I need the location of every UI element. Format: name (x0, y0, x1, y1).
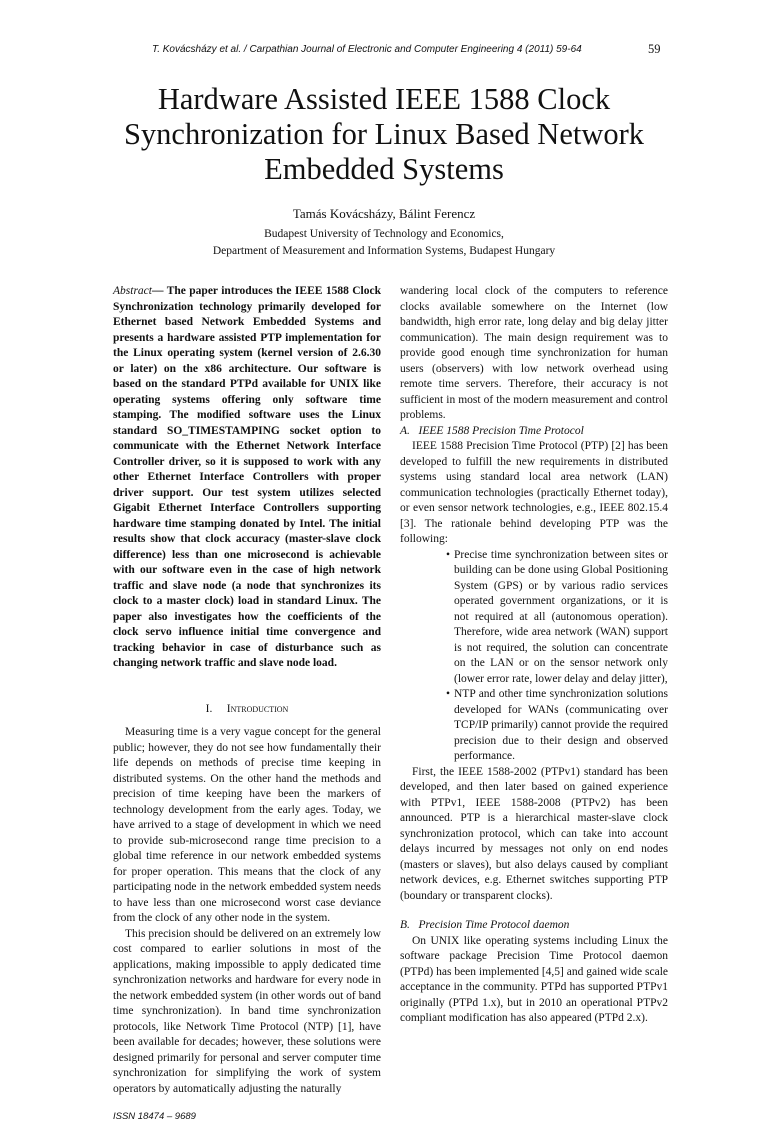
abstract-text: — The paper introduces the IEEE 1588 Clock Synchronization technology primarily developed for Ethernet based Network Embedded Systems and presents a hardware assisted PTP implementation for the Linux operating system (kernel version of 2.6.30 or later) on the x86 architecture. Our software is based on the standard PTPd available for UNIX like operating systems offering only software time stamping. The modified software uses the Linux standard SO_TIMESTAMPING socket option to communicate with the Ethernet Network Interface Controller driver, so it is supposed to work with any other Ethernet Interface Controllers with proper driver support. Our test system utilizes selected Gigabit Ethernet Interface Controllers supporting hardware time stamping donated by Intel. The initial results show that clock accuracy (master-slave clock difference) less than one microsecond is achievable with our software even in the case of high network traffic and slave node (a node that synchronizes its clock to a master clock) load in standard Linux. The paper also investigates how the coefficients of the clock servo influence initial time convergence and tracking behavior in case of disturbance such as changing network traffic and slave node load. (113, 285, 381, 669)
affiliation-line: Department of Measurement and Information Systems, Budapest Hungary (212, 245, 556, 257)
title-line: Hardware Assisted IEEE 1588 Clock (157, 82, 611, 116)
paragraph: On UNIX like operating systems including Linux the software package Precision Time Protocol daemon (PTPd) has been implemented [4,5] and gained wide scale acceptance in the community. PTPd has supported PTPv1 originally (PTPd 1.x), but in 2010 an operational PTPv2 compliant modification has also appeared (PTPd 2.x). (400, 934, 668, 1024)
section-heading-introduction (113, 702, 381, 718)
left-column (113, 284, 381, 1123)
abstract (113, 284, 381, 672)
section-number: I. (205, 702, 213, 715)
subsection-label: A. (400, 424, 410, 437)
subsection-label: B. (400, 919, 410, 931)
authors: Tamás Kovácsházy, Bálint Ferencz (292, 206, 476, 221)
section-title: Introduction (226, 702, 289, 715)
running-head: T. Kovácsházy et al. / Carpathian Journal of Electronic and Computer Engineering 4 (2011) 59-64 (152, 44, 582, 55)
subsection-title: Precision Time Protocol daemon (418, 919, 570, 931)
title-line: Embedded Systems (264, 152, 504, 186)
right-column (400, 284, 668, 1027)
issn-footer: ISSN 18474 – 9689 (113, 1111, 196, 1122)
paragraph: Measuring time is a very vague concept for the general public; however, they do not see how fundamentally their life depends on methods of precise time keeping in distributed systems. On the other hand the methods and precision of time keeping have been the markers of technology development from the early ages. Today, we have arrived to a stage of development in which we need to provide sub-microsecond range time precision to a global time reference in our network embedded systems for proper operation. This means that the clock of any participating node in the network embedded system needs to have less than one microsecond worst case deviance from the clock of any other node in the system. (113, 726, 381, 924)
affiliation-line: Budapest University of Technology and Economics, (264, 228, 504, 240)
subsection-heading-a (400, 424, 668, 440)
title-line: Synchronization for Linux Based Network (123, 117, 645, 151)
paragraph: First, the IEEE 1588-2002 (PTPv1) standard has been developed, and then later based on gained experience with PTPv1, IEEE 1588-2008 (PTPv2) has been announced. PTP is a hierarchical master-slave clock synchronization protocol, which can take into account delays incurred by messages not only on end nodes (masters or slaves), but also delays caused by compliant network devices, e.g. Ethernet switches supporting PTP (boundary or transparent clocks). (400, 765, 668, 902)
paragraph: This precision should be delivered on an extremely low cost compared to earlier solutions in most of the applications, making impossible to apply dedicated time synchronization networks and hardware for every node in the network embedded system (in other words out of band time synchronization). In band time synchronization protocols, like Network Time Protocol (NTP) [1], have been available for decades; however, these solutions were designed primarily for personal and server computer time synchronization for simplifying the work of system operators by automatically adjusting the naturally (113, 927, 381, 1095)
paper-title (0, 82, 768, 187)
page-number: 59 (648, 42, 661, 56)
subsection-heading-b (400, 918, 668, 934)
abstract-label: Abstract (113, 285, 152, 297)
list-item: • NTP and other time synchronization solutions developed for WANs (communicating over TCP/IP primarily) cannot provide the required precision due to their design and observed performance. (454, 687, 668, 765)
bullet-list (400, 548, 668, 765)
subsection-title: IEEE 1588 Precision Time Protocol (418, 424, 584, 437)
affiliation (0, 226, 768, 260)
list-item: • Precise time synchronization between sites or building can be done using Global Positioning System (GPS) or by various radio services operated government organizations, or it is not required at all (autonomous operation). Therefore, wide area network (WAN) support is not required, the solution can concentrate on the LAN or on the sensor network only (lower error rate, lower delay and delay jitter), (454, 548, 668, 688)
paragraph: wandering local clock of the computers to reference clocks available somewhere on the Internet (low bandwidth, high error rate, long delay and big delay jitter communication). The main design requirement was to provide good enough time synchronization for human users (observers) with low network overhead using remote time servers. Therefore, their accuracy is not sufficient in most of the modern measurement and control problems. (400, 285, 668, 421)
paragraph: IEEE 1588 Precision Time Protocol (PTP) [2] has been developed to fulfill the new requirements in distributed systems using standard local area network (LAN) communication technologies (practically Ethernet today), or even sensor network technologies, e.g., IEEE 802.15.4 [3]. The rationale behind developing PTP was the following: (400, 440, 668, 545)
